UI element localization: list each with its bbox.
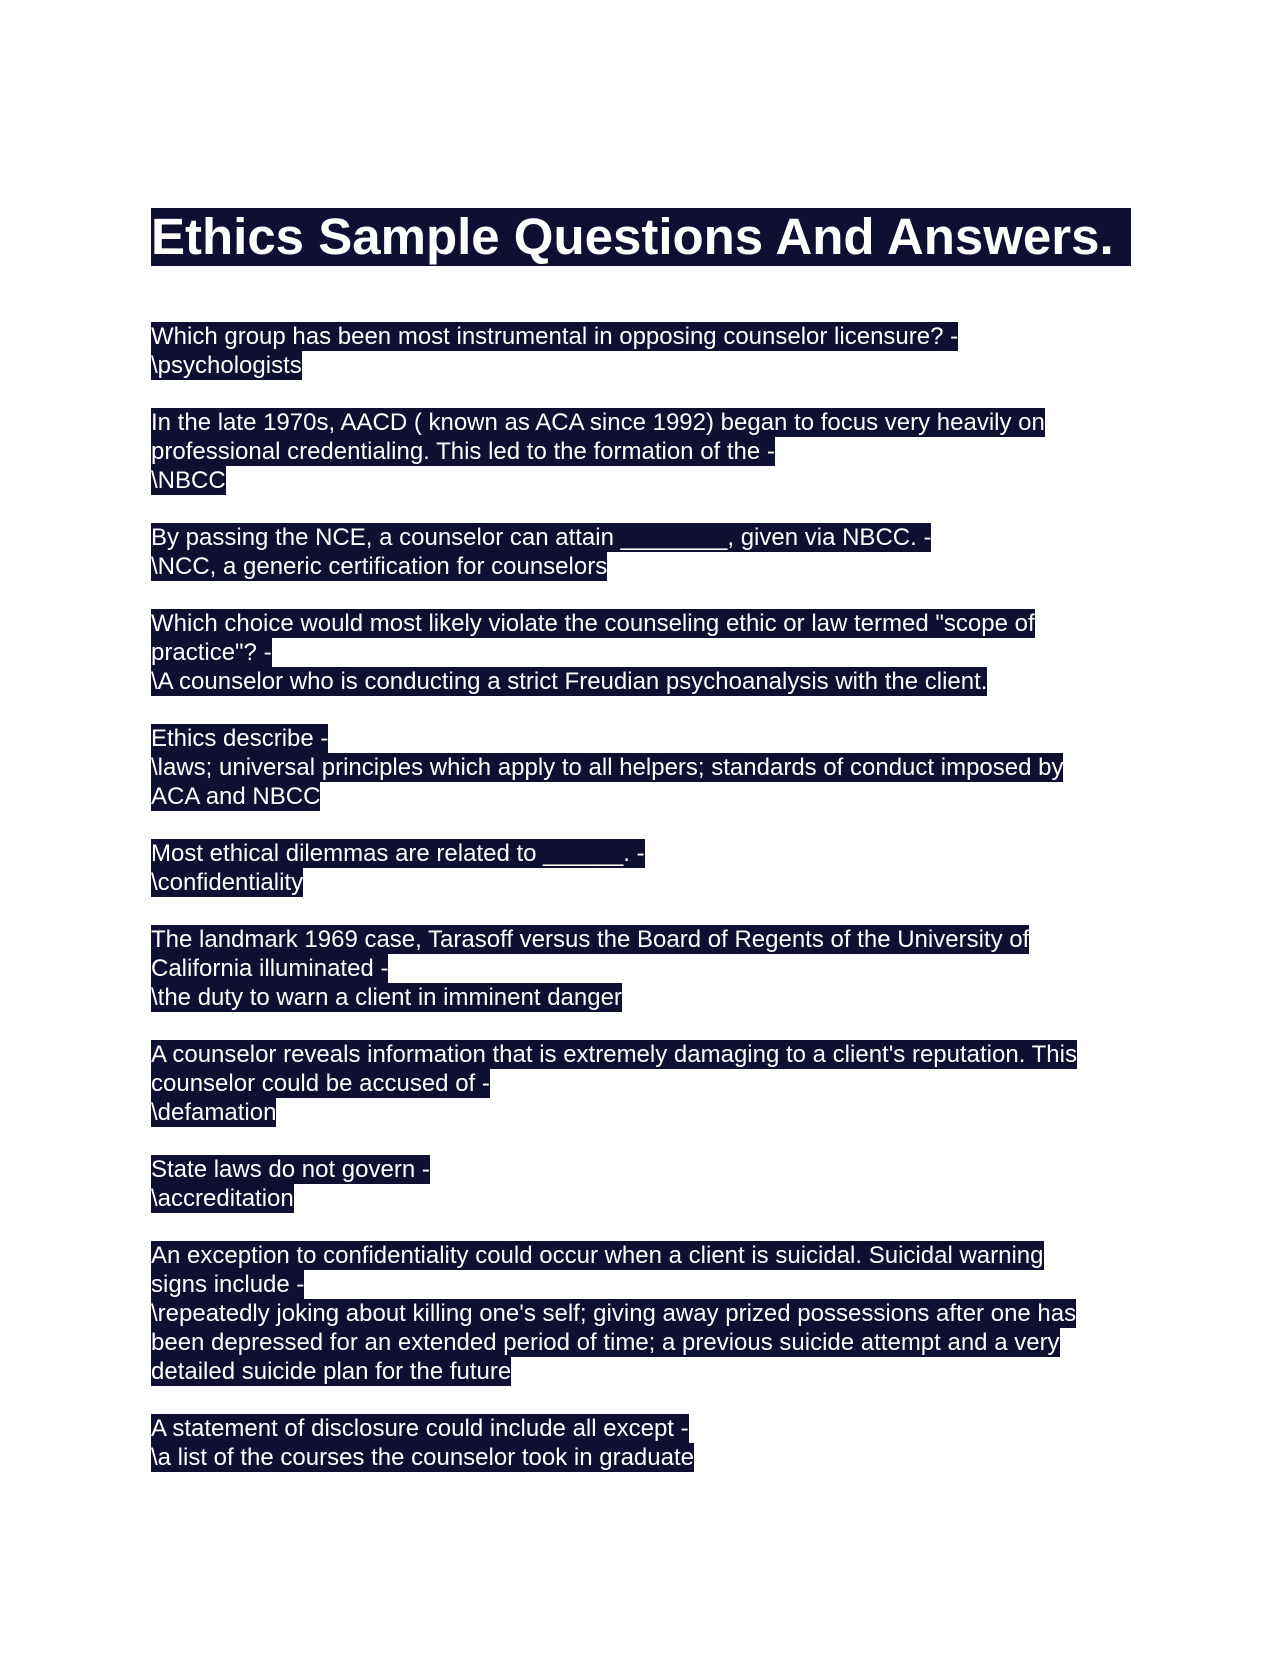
qa-line: detailed suicide plan for the future	[151, 1358, 512, 1385]
qa-line: In the late 1970s, AACD ( known as ACA since 1992) began to focus very heavily on	[151, 409, 1045, 436]
qa-line: \psychologists	[151, 352, 302, 379]
qa-line: Most ethical dilemmas are related to ______. -	[151, 840, 645, 867]
qa-line: been depressed for an extended period of time; a previous suicide attempt and a very	[151, 1329, 1060, 1356]
qa-line: counselor could be accused of -	[151, 1070, 490, 1097]
qa-line: Ethics describe -	[151, 725, 329, 752]
qa-line: \defamation	[151, 1099, 277, 1126]
qa-line: State laws do not govern -	[151, 1156, 430, 1183]
qa-line: \laws; universal principles which apply to all helpers; standards of conduct imposed by	[151, 754, 1064, 781]
document-title: Ethics Sample Questions And Answers.	[151, 208, 1131, 266]
qa-item	[151, 609, 1131, 696]
qa-item	[151, 925, 1131, 1012]
qa-line: \accreditation	[151, 1185, 294, 1212]
qa-line: \the duty to warn a client in imminent danger	[151, 984, 622, 1011]
qa-item	[151, 523, 1131, 581]
qa-item	[151, 724, 1131, 811]
qa-line: The landmark 1969 case, Tarasoff versus the Board of Regents of the University of	[151, 926, 1030, 953]
qa-line: \A counselor who is conducting a strict Freudian psychoanalysis with the client.	[151, 668, 988, 695]
qa-item	[151, 1241, 1131, 1386]
qa-item	[151, 1155, 1131, 1213]
qa-line: \a list of the courses the counselor took in graduate	[151, 1444, 694, 1471]
qa-item	[151, 1414, 1131, 1472]
qa-line: Which choice would most likely violate the counseling ethic or law termed "scope of	[151, 610, 1035, 637]
qa-line: \NBCC	[151, 467, 226, 494]
qa-line: California illuminated -	[151, 955, 389, 982]
qa-item	[151, 408, 1131, 495]
qa-line: An exception to confidentiality could occur when a client is suicidal. Suicidal warning	[151, 1242, 1044, 1269]
document-page	[151, 208, 1131, 1500]
qa-line: \repeatedly joking about killing one's self; giving away prized possessions after one has	[151, 1300, 1077, 1327]
qa-line: signs include -	[151, 1271, 305, 1298]
qa-line: By passing the NCE, a counselor can attain ________, given via NBCC. -	[151, 524, 932, 551]
qa-item	[151, 839, 1131, 897]
qa-line: A statement of disclosure could include all except -	[151, 1415, 689, 1442]
qa-line: \NCC, a generic certification for counselors	[151, 553, 608, 580]
qa-item	[151, 322, 1131, 380]
qa-item	[151, 1040, 1131, 1127]
qa-line: Which group has been most instrumental in opposing counselor licensure? -	[151, 323, 959, 350]
qa-line: \confidentiality	[151, 869, 304, 896]
qa-line: ACA and NBCC	[151, 783, 321, 810]
qa-line: A counselor reveals information that is extremely damaging to a client's reputation. This	[151, 1041, 1077, 1068]
qa-line: practice"? -	[151, 639, 272, 666]
qa-line: professional credentialing. This led to the formation of the -	[151, 438, 775, 465]
